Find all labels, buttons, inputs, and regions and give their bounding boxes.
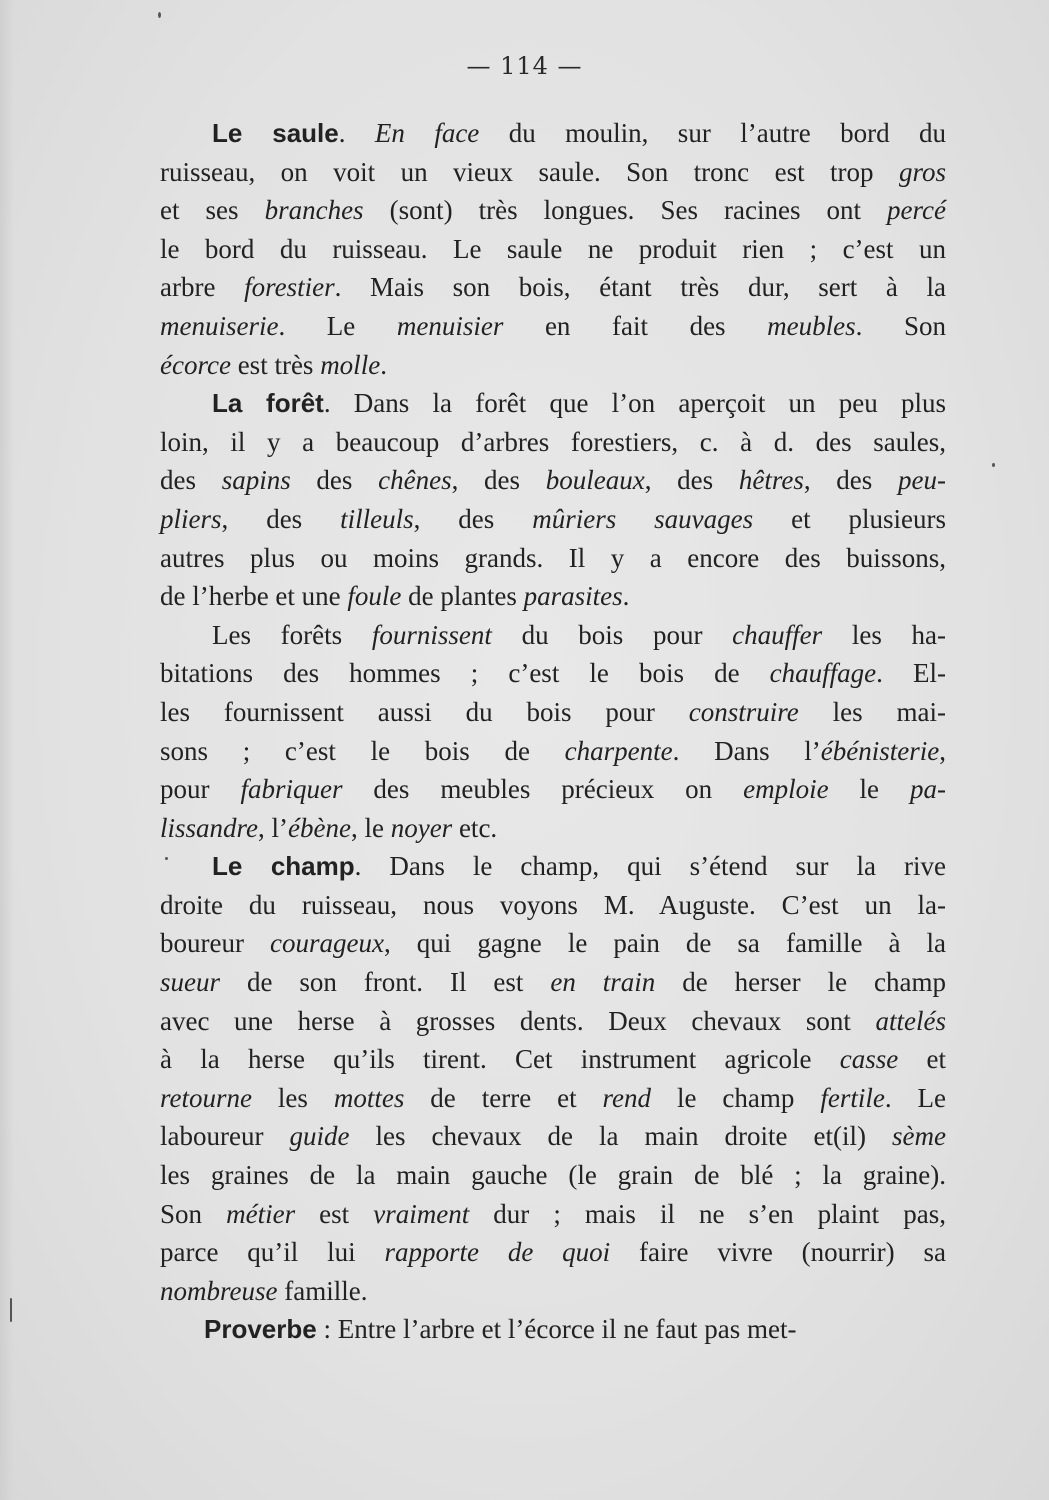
italic-term: mûriers sauvages [532, 503, 754, 534]
section-heading: Le saule [212, 118, 339, 148]
italic-term: En face [374, 118, 480, 148]
print-speck [165, 857, 168, 860]
italic-term: ébénisterie [820, 735, 940, 766]
text-line [160, 732, 946, 771]
text-run: du moulin, sur l’autre bord du [479, 118, 947, 148]
text-run: de son front. Il est [220, 967, 551, 998]
text-run: . Mais son bois, étant très dur, sert à la [334, 272, 947, 303]
italic-term: mottes [333, 1082, 405, 1113]
italic-term: noyer [390, 812, 453, 843]
italic-term: meubles [767, 310, 856, 341]
text-run: . Son [855, 310, 946, 341]
text-line [160, 1040, 946, 1079]
text-run: famille. [277, 1275, 368, 1306]
text-line [160, 1002, 946, 1041]
text-run: et plusieurs [753, 503, 946, 534]
text-run: . Dans le champ, qui s’étend sur la rive [354, 851, 946, 882]
section-heading: La forêt [212, 388, 324, 419]
text-run: . Le [884, 1082, 946, 1113]
text-line [160, 500, 946, 539]
italic-term: en train [550, 967, 656, 998]
text-run: à la herse qu’ils tirent. Cet instrument agricole [160, 1044, 840, 1075]
italic-term: menuiserie [160, 310, 279, 341]
italic-term: rapporte de quoi [384, 1237, 611, 1268]
text-run: les graines de la main gauche (le grain de blé ; la graine). [160, 1160, 946, 1191]
text-line [160, 1272, 946, 1311]
text-run: pour [160, 774, 241, 805]
text-run: ruisseau, on voit un vieux saule. Son tronc est trop [160, 156, 899, 187]
text-run: . Le [278, 310, 397, 341]
italic-term: construire [688, 696, 799, 727]
italic-term: lissandre [160, 812, 259, 843]
print-speck [158, 12, 161, 18]
text-run: . [380, 349, 387, 380]
italic-term: retourne [160, 1082, 252, 1113]
italic-term: guide [289, 1121, 350, 1152]
italic-term: fertile [820, 1082, 885, 1113]
print-speck [992, 463, 995, 467]
text-run: le [828, 774, 910, 805]
italic-term: sème [892, 1121, 946, 1152]
italic-term: fournissent [371, 619, 492, 650]
body-text [160, 114, 946, 1349]
text-run: boureur [160, 928, 271, 959]
text-line [160, 1156, 946, 1195]
text-run: les [251, 1082, 334, 1113]
italic-term: nombreuse [160, 1275, 278, 1306]
text-run: dur ; mais il ne s’en plaint pas, [469, 1198, 946, 1229]
text-line [160, 346, 946, 385]
print-speck [10, 1298, 12, 1322]
text-run: parce qu’il lui [160, 1237, 385, 1268]
text-run: , [939, 735, 946, 766]
italic-term: parasites [523, 581, 623, 612]
text-run: en fait des [503, 310, 768, 341]
text-line [160, 654, 946, 693]
text-line [160, 384, 946, 423]
italic-term: rend [602, 1082, 652, 1113]
text-line [160, 924, 946, 963]
text-run: , l’ [258, 812, 289, 843]
text-line [160, 1117, 946, 1156]
italic-term: courageux [270, 928, 384, 959]
italic-term: charpente [564, 735, 673, 766]
text-run: . El- [876, 658, 946, 689]
text-run: etc. [452, 812, 498, 843]
italic-term: forestier [244, 272, 335, 303]
text-line [160, 809, 946, 848]
page-edge-shadow [0, 0, 14, 1500]
text-line [160, 770, 946, 809]
text-line [160, 1310, 946, 1349]
text-run: de herser le champ [655, 967, 946, 998]
text-run: sons ; c’est le bois de [160, 735, 565, 766]
text-run: . [622, 581, 630, 612]
text-run: , le [350, 812, 391, 843]
italic-term: métier [226, 1198, 296, 1229]
text-line [160, 693, 946, 732]
text-run: et ses [160, 195, 265, 226]
italic-term: pa- [910, 774, 946, 805]
text-run: , des [221, 503, 341, 534]
text-run: le bord du ruisseau. Le saule ne produit rien ; c’est un [160, 233, 946, 264]
text-line [160, 616, 946, 655]
text-run: autres plus ou moins grands. Il y a encore des buissons, [160, 542, 946, 573]
italic-term: chauffage [769, 658, 877, 689]
text-line [160, 114, 946, 153]
italic-term: écorce [160, 349, 231, 380]
text-line [160, 847, 946, 886]
text-run: . Dans l’ [672, 735, 821, 766]
text-run: , des [803, 465, 898, 496]
text-run: des [160, 465, 222, 496]
italic-term: attelés [875, 1005, 946, 1036]
text-run: du bois pour [491, 619, 733, 650]
italic-term: vraiment [373, 1198, 470, 1229]
italic-term: pliers [160, 503, 222, 534]
text-run: de l’herbe et une [160, 581, 348, 612]
text-run: . [338, 118, 375, 148]
text-run: bitations des hommes ; c’est le bois de [160, 658, 770, 689]
text-line [160, 307, 946, 346]
text-run: le champ [651, 1082, 821, 1113]
text-run: laboureur [160, 1121, 290, 1152]
text-run: des [290, 465, 379, 496]
text-line [160, 268, 946, 307]
italic-term: ébène [288, 812, 351, 843]
text-run: , des [644, 465, 739, 496]
text-run: Les forêts [212, 619, 372, 650]
text-line [160, 230, 946, 269]
italic-term: peu- [897, 465, 946, 496]
text-run: les fournissent aussi du bois pour [160, 696, 689, 727]
text-run: faire vivre (nourrir) sa [610, 1237, 946, 1268]
text-run: Son [160, 1198, 227, 1229]
italic-term: sueur [160, 967, 220, 998]
text-run: les mai- [798, 696, 946, 727]
text-line [160, 153, 946, 192]
italic-term: emploie [743, 774, 829, 805]
text-run: : Entre l’arbre et l’écorce il ne faut pas met- [316, 1314, 797, 1345]
italic-term: sapins [221, 465, 291, 496]
text-run: avec une herse à grosses dents. Deux chevaux sont [160, 1005, 876, 1036]
text-run: , qui gagne le pain de sa famille à la [383, 928, 946, 959]
italic-term: bouleaux [545, 465, 645, 496]
page-number: — 114 — [466, 52, 583, 80]
text-run: de plantes [401, 581, 524, 612]
italic-term: fabriquer [240, 774, 343, 805]
text-run: est très [230, 349, 321, 380]
text-run: des meubles précieux on [342, 774, 744, 805]
text-line [160, 577, 946, 616]
text-run: loin, il y a beaucoup d’arbres forestiers, c. à d. des saules, [160, 426, 946, 457]
italic-term: chauffer [732, 619, 823, 650]
italic-term: casse [839, 1044, 899, 1075]
italic-term: molle [320, 349, 381, 380]
text-run: les ha- [822, 619, 946, 650]
italic-term: chênes [378, 465, 452, 496]
italic-term: menuisier [396, 310, 504, 341]
text-line [160, 539, 946, 578]
text-run: et [898, 1044, 946, 1075]
text-run: arbre [160, 272, 245, 303]
text-run: est [295, 1198, 374, 1229]
text-run: , des [451, 465, 546, 496]
text-line [160, 1233, 946, 1272]
text-run: les chevaux de la main droite et(il) [349, 1121, 893, 1152]
text-line [160, 886, 946, 925]
text-run: droite du ruisseau, nous voyons M. Auguste. C’est un la- [160, 889, 946, 920]
text-line [160, 1079, 946, 1118]
text-run: , des [413, 503, 533, 534]
section-heading: Le champ [212, 851, 355, 882]
italic-term: hêtres [738, 465, 804, 496]
italic-term: tilleuls [340, 503, 414, 534]
section-heading: Proverbe [204, 1314, 317, 1345]
italic-term: percé [887, 195, 947, 226]
text-run: . Dans la forêt que l’on aperçoit un peu plus [323, 388, 947, 419]
text-line [160, 191, 946, 230]
italic-term: branches [264, 195, 364, 226]
text-line [160, 423, 946, 462]
text-line [160, 461, 946, 500]
italic-term: gros [898, 156, 946, 187]
italic-term: foule [347, 581, 402, 612]
text-line [160, 1195, 946, 1234]
text-line [160, 963, 946, 1002]
text-run: (sont) très longues. Ses racines ont [363, 195, 888, 226]
text-run: de terre et [404, 1082, 603, 1113]
